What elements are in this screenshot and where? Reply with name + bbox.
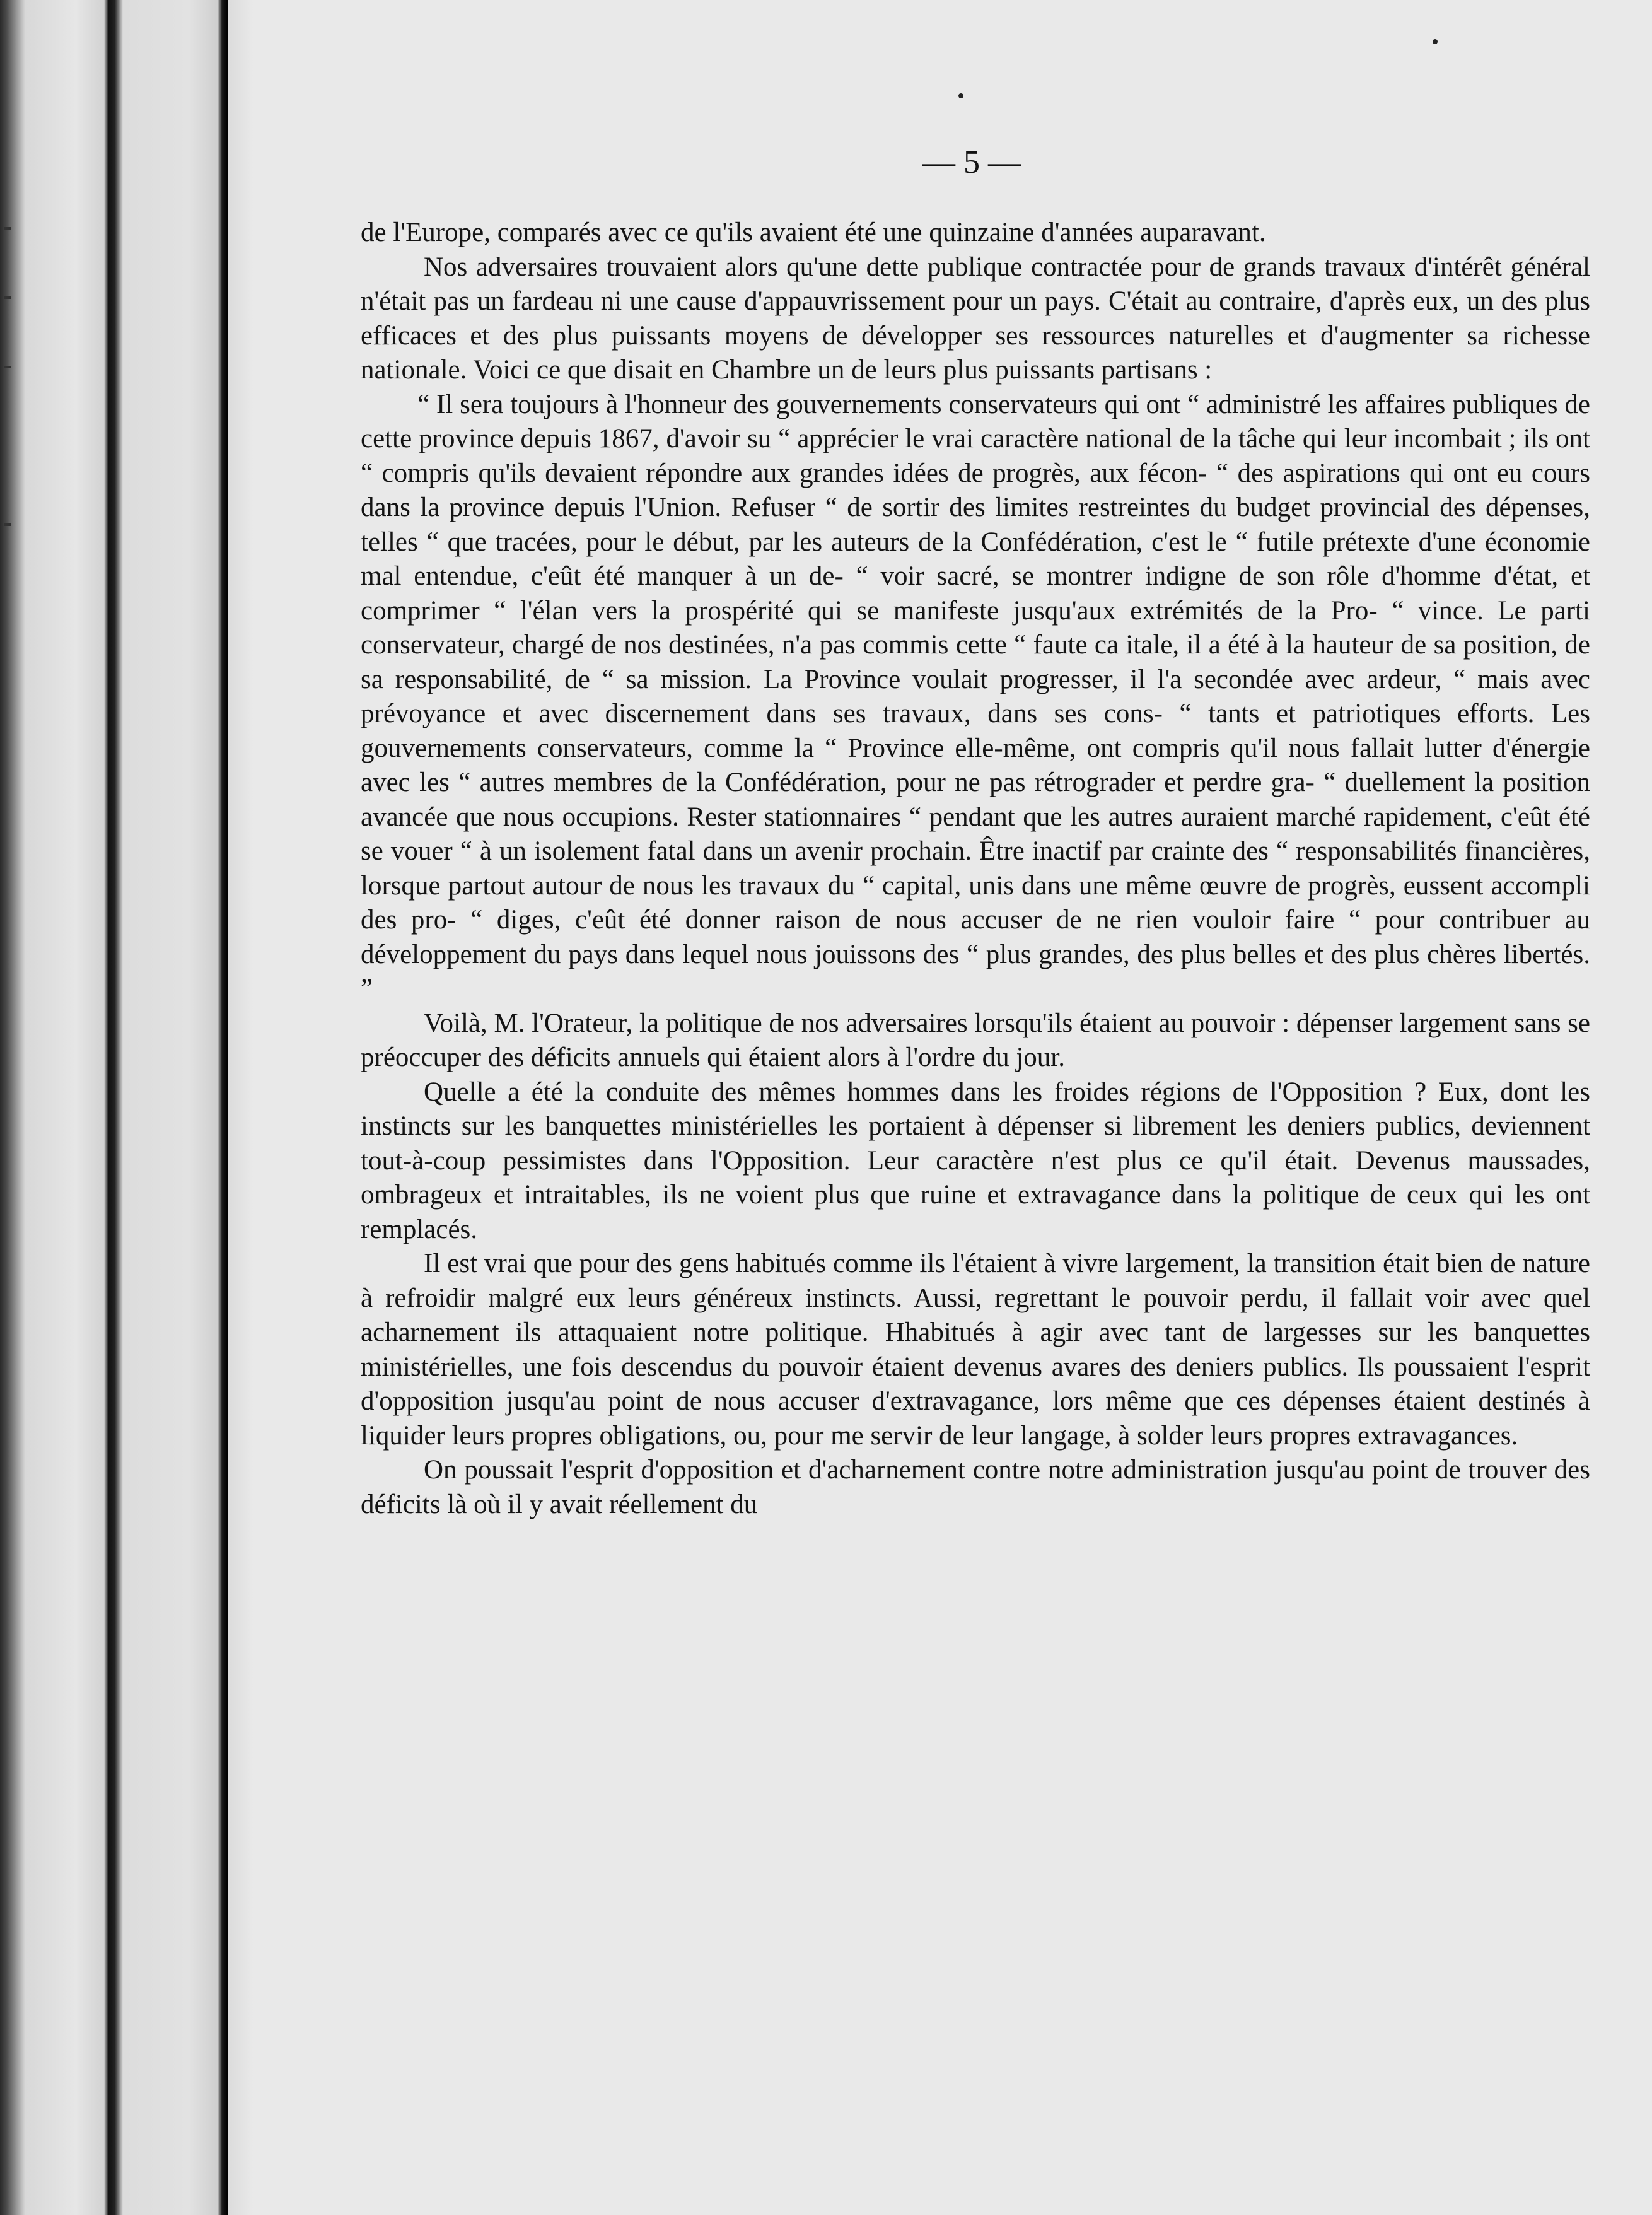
paragraph: On poussait l'esprit d'opposition et d'acharnement contre notre administration jusqu'au point de trouver des déficits là où il y avait réellement du: [361, 1455, 1590, 1519]
spine-mark: [4, 523, 11, 526]
spine-mark: [4, 366, 11, 368]
paragraph: Nos adversaires trouvaient alors qu'une dette publique contractée pour de grands travaux d'intérêt général n'était pas un fardeau ni une cause d'appauvrissement pour un pays. C'était au contraire, d'après eux, un des plus efficaces et des plus puissants moyens de développer ses ressources naturelles et d'augmenter sa richesse nationale. Voici ce que disait en Chambre un de leurs plus puissants partisans :: [361, 252, 1590, 385]
previous-page-spine: [0, 0, 227, 2215]
paragraph: Il est vrai que pour des gens habitués comme ils l'étaient à vivre largement, la transition était bien de nature à refroidir malgré eux leurs généreux instincts. Aussi, regrettant le pouvoir perdu, il fallait voir avec quel acharnement ils attaquaient notre politique. Hhabitués à agir avec tant de largesses sur les banquettes ministérielles, une fois descendus du pouvoir étaient devenus avares des deniers publics. Ils poussaient l'esprit d'opposition jusqu'au point de nous accuser d'extravagance, lors même que ces dépenses étaient destinés à liquider leurs propres obligations, ou, pour me servir de leur langage, à solder leurs propres extravagances.: [361, 1249, 1590, 1451]
paragraph: de l'Europe, comparés avec ce qu'ils avaient été une quinzaine d'années auparavant.: [361, 218, 1266, 247]
spine-mark: [4, 296, 11, 299]
quotation: “ Il sera toujours à l'honneur des gouvernements conservateurs qui ont “ administré les affaires publiques de cette province depuis 1867, d'avoir su “ apprécier le vrai caractère national de la tâche qui leur incombait ; ils ont “ compris qu'ils devaient répondre aux grandes idées de progrès, aux fécon- “ des aspirations qui ont eu cours dans la province depuis l'Union. Refuser “ de sortir des limites restreintes du budget provincial des dépenses, telles “ que tracées, pour le début, par les auteurs de la Confédération, c'est le “ futile prétexte d'une économie mal entendue, c'eût été manquer à un de- “ voir sacré, se montrer indigne de son rôle d'homme d'état, et comprimer “ l'élan vers la prospérité qui se manifeste jusqu'aux extrémités de la Pro- “ vince. Le parti conservateur, chargé de nos destinées, n'a pas commis cette “ faute ca itale, il a été à la hauteur de sa position, de sa responsabilité, de “ sa mission. La Province voulait progresser, il l'a secondée avec ardeur, “ mais avec prévoyance et avec discernement dans ses travaux, dans ses cons- “ tants et patriotiques efforts. Les gouvernements conservateurs, comme la “ Province elle-même, ont compris qu'il nous fallait lutter d'énergie avec les “ autres membres de la Confédération, pour ne pas rétrograder et perdre gra- “ duellement la position avancée que nous occupions. Rester stationnaires “ pendant que les autres auraient marché rapidement, c'eût été se vouer “ à un isolement fatal dans un avenir prochain. Être inactif par crainte des “ responsabilités financières, lorsque partout autour de nous les travaux du “ capital, unis dans une même œuvre de progrès, eussent accompli des pro- “ diges, c'eût été donner raison de nous accuser de ne rien vouloir faire “ pour contribuer au développement du pays dans lequel nous jouissons des “ plus grandes, des plus belles et des plus chères libertés. ”: [361, 389, 1590, 1003]
speck: [1433, 39, 1438, 44]
paragraph: Voilà, M. l'Orateur, la politique de nos adversaires lorsqu'ils étaient au pouvoir : dépenser largement sans se préoccuper des déficits annuels qui étaient alors à l'ordre du jour.: [361, 1008, 1590, 1072]
document-page: [228, 0, 1652, 2215]
paragraph: Quelle a été la conduite des mêmes hommes dans les froides régions de l'Opposition ? Eux, dont les instincts sur les banquettes ministérielles les portaient à dépenser si librement les deniers publics, deviennent tout-à-coup pessimistes dans l'Opposition. Leur caractère n'est plus ce qu'il était. Devenus maussades, ombrageux et intraitables, ils ne voient plus que ruine et extravagance dans la politique de ceux qui les ont remplacés.: [361, 1077, 1590, 1244]
body-text: [361, 216, 1590, 1522]
spine-mark: [4, 227, 11, 230]
speck: [958, 93, 963, 98]
page-number: — 5 —: [922, 144, 1021, 180]
